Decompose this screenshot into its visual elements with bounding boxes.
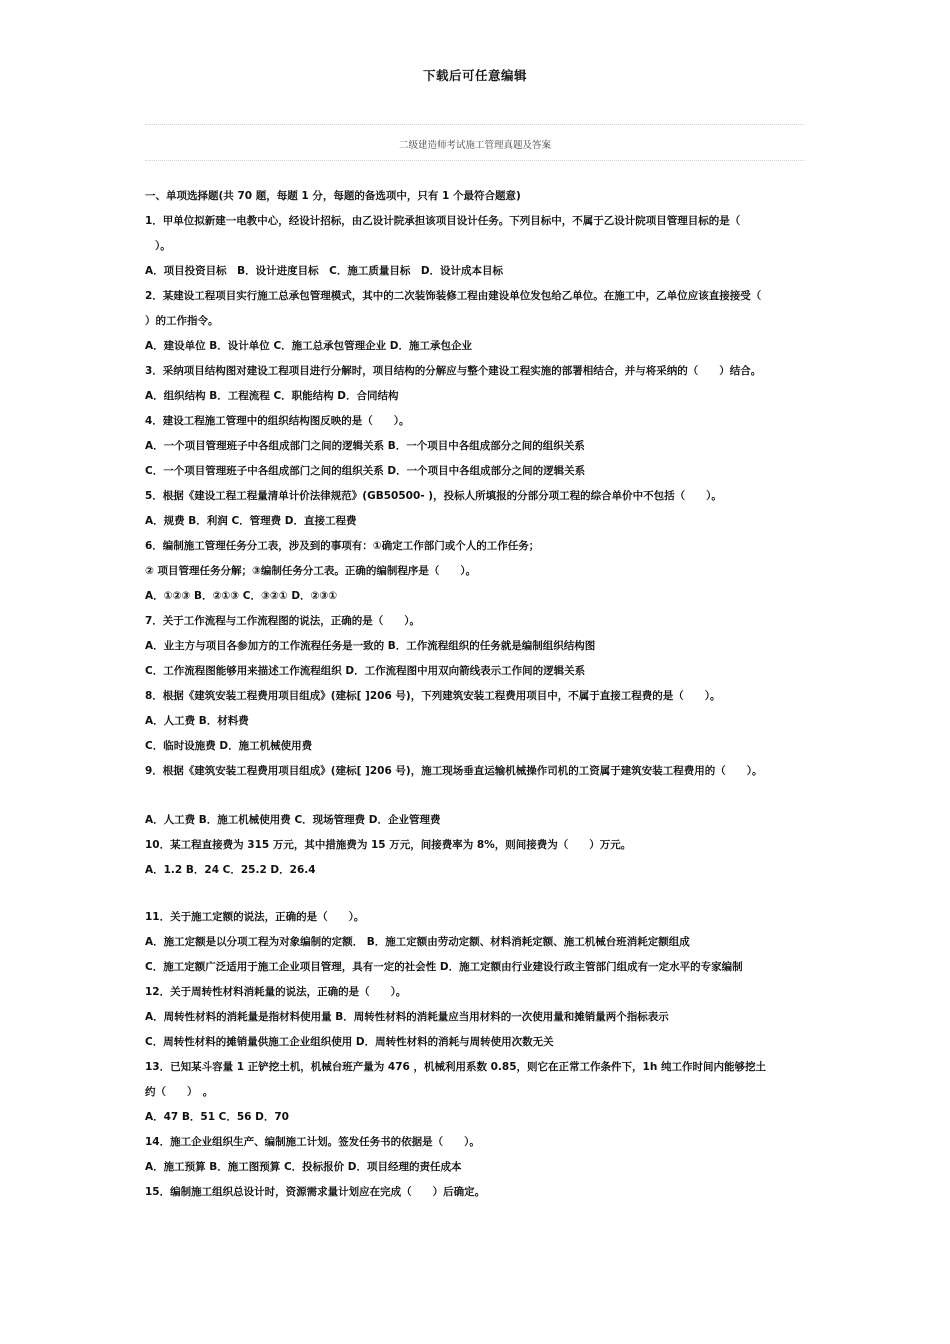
text-line: 8．根据《建筑安装工程费用项目组成》(建标[ ]206 号)，下列建筑安装工程费用项目中，不属于直接工程费的是（ ）。 <box>145 690 721 702</box>
text-line: 15．编制施工组织总设计时，资源需求量计划应在完成（ ）后确定。 <box>145 1186 486 1198</box>
text-line: 14．施工企业组织生产、编制施工计划。签发任务书的依据是（ ）。 <box>145 1136 480 1148</box>
text-line: 一、单项选择题(共 70 题，每题 1 分，每题的备选项中，只有 1 个最符合题意) <box>145 190 521 202</box>
text-line: 2．某建设工程项目实行施工总承包管理模式，其中的二次装饰装修工程由建设单位发包给乙单位。在施工中，乙单位应该直接接受（ <box>145 290 762 302</box>
document-title: 二级建造师考试施工管理真题及答案 <box>398 140 551 151</box>
text-line: C．一个项目管理班子中各组成部门之间的组织关系 D．一个项目中各组成部分之间的逻辑关系 <box>145 465 586 477</box>
text-line: 10．某工程直接费为 315 万元，其中措施费为 15 万元，间接费率为 8%，则间接费为（ ）万元。 <box>145 839 632 851</box>
text-line: ② 项目管理任务分解；③编制任务分工表。正确的编制程序是（ ）。 <box>145 565 477 577</box>
text-line: 13．已知某斗容量 1 正铲挖土机，机械台班产量为 476 ，机械利用系数 0.85，则它在正常工作条件下，1h 纯工作时间内能够挖土 <box>145 1061 766 1073</box>
text-line: 5．根据《建设工程工程量清单计价法律规范》(GB50500- )，投标人所填报的分部分项工程的综合单价中不包括（ ）。 <box>145 490 722 502</box>
text-line: C．临时设施费 D．施工机械使用费 <box>145 740 313 752</box>
text-line: 7．关于工作流程与工作流程图的说法，正确的是（ ）。 <box>145 615 421 627</box>
text-line: 9．根据《建筑安装工程费用项目组成》(建标[ ]206 号)，施工现场垂直运输机械操作司机的工资属于建筑安装工程费用的（ ）。 <box>145 765 763 777</box>
title-bottom-divider <box>145 160 805 161</box>
text-line: ）。 <box>155 240 171 252</box>
text-line: 11．关于施工定额的说法，正确的是（ ）。 <box>145 911 365 923</box>
text-line: A．47 B．51 C．56 D．70 <box>145 1111 289 1123</box>
text-line: A．项目投资目标 B．设计进度目标 C．施工质量目标 D．设计成本目标 <box>145 265 504 277</box>
text-line: 3．采纳项目结构图对建设工程项目进行分解时，项目结构的分解应与整个建设工程实施的部署相结合，并与将采纳的（ ）结合。 <box>145 365 762 377</box>
text-line: A．施工定额是以分项工程为对象编制的定额． B．施工定额由劳动定额、材料消耗定额、施工机械台班消耗定额组成 <box>145 936 690 948</box>
text-line: A．周转性材料的消耗量是指材料使用量 B．周转性材料的消耗量应当用材料的一次使用量和摊销量两个指标表示 <box>145 1011 669 1023</box>
text-line: C．工作流程图能够用来描述工作流程组织 D．工作流程图中用双向箭线表示工作间的逻辑关系 <box>145 665 586 677</box>
text-line: 12．关于周转性材料消耗量的说法，正确的是（ ）。 <box>145 986 407 998</box>
text-line: A．业主方与项目各参加方的工作流程任务是一致的 B．工作流程组织的任务就是编制组织结构图 <box>145 640 596 652</box>
text-line: A．1.2 B．24 C．25.2 D．26.4 <box>145 864 316 876</box>
text-line: C．周转性材料的摊销量供施工企业组织使用 D．周转性材料的消耗与周转使用次数无关 <box>145 1036 554 1048</box>
text-line: A．①②③ B．②①③ C．③②① D．②③① <box>145 590 338 602</box>
text-line: 4．建设工程施工管理中的组织结构图反映的是（ ）。 <box>145 415 410 427</box>
text-line: ）的工作指令。 <box>145 315 219 327</box>
page-header-banner: 下载后可任意编辑 <box>422 68 527 83</box>
text-line: 1．甲单位拟新建一电教中心，经设计招标，由乙设计院承担该项目设计任务。下列目标中，不属于乙设计院项目管理目标的是（ <box>145 215 741 227</box>
text-line: A．一个项目管理班子中各组成部门之间的逻辑关系 B．一个项目中各组成部分之间的组织关系 <box>145 440 585 452</box>
text-line: A．人工费 B．施工机械使用费 C．现场管理费 D．企业管理费 <box>145 814 441 826</box>
text-line: A．规费 B．利润 C．管理费 D．直接工程费 <box>145 515 357 527</box>
text-line: C．施工定额广泛适用于施工企业项目管理，具有一定的社会性 D．施工定额由行业建设行政主管部门组成有一定水平的专家编制 <box>145 961 743 973</box>
text-line: 约（ ） 。 <box>145 1086 214 1098</box>
text-line: A．建设单位 B．设计单位 C．施工总承包管理企业 D．施工承包企业 <box>145 340 473 352</box>
text-line: A．人工费 B．材料费 <box>145 715 249 727</box>
text-line: A．施工预算 B．施工图预算 C．投标报价 D．项目经理的责任成本 <box>145 1161 462 1173</box>
title-top-divider <box>145 124 805 125</box>
text-line: 6．编制施工管理任务分工表，涉及到的事项有：①确定工作部门或个人的工作任务； <box>145 540 540 552</box>
text-line: A．组织结构 B．工程流程 C．职能结构 D．合同结构 <box>145 390 399 402</box>
